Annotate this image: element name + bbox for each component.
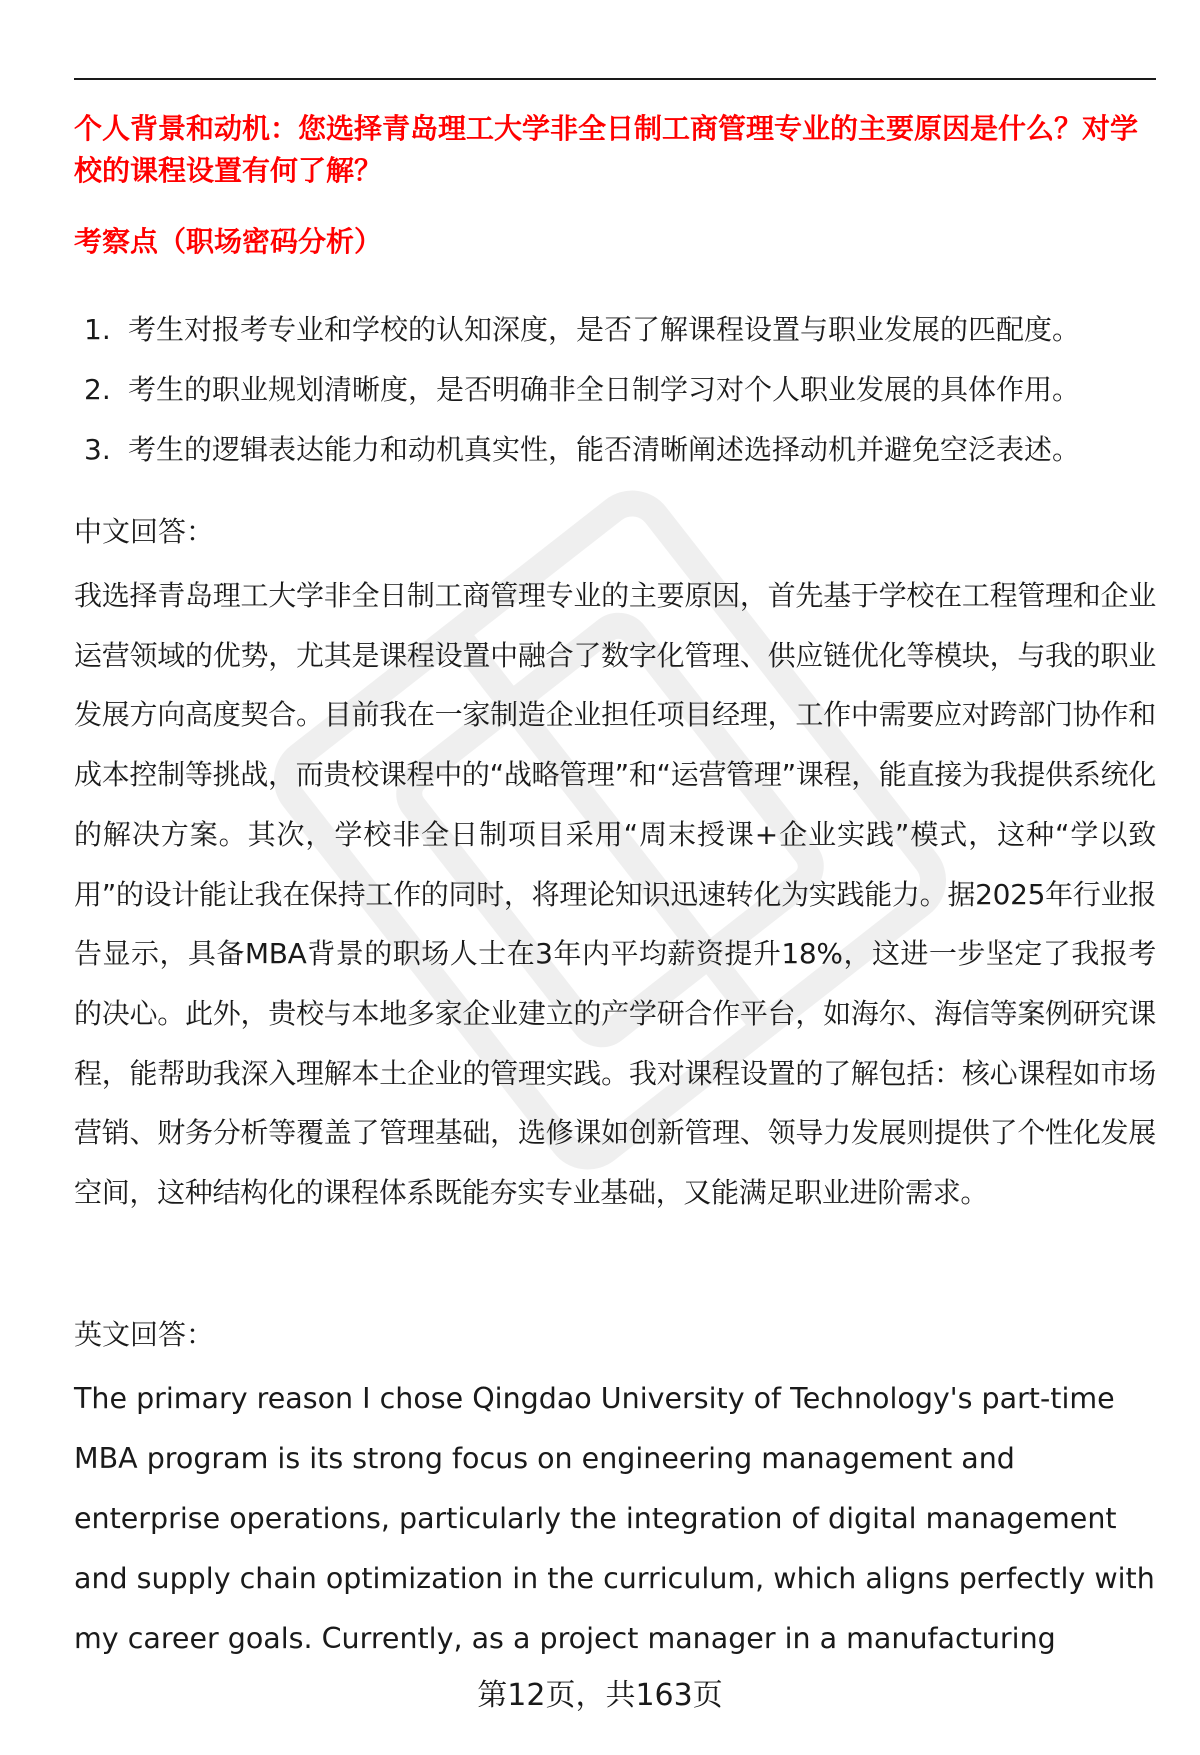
list-item-text: 考生的逻辑表达能力和动机真实性，能否清晰阐述选择动机并避免空泛表述。 [128,433,1081,466]
assessment-points-title: 考察点（职场密码分析） [74,225,383,258]
chinese-answer-text: 我选择青岛理工大学非全日制工商管理专业的主要原因，首先基于学校在工程管理和企业运营领域的优势，尤其是课程设置中融合了数字化管理、供应链优化等模块，与我的职业发展方向高度契合。目前我在一家制造企业担任项目经理，工作中需要应对跨部门协作和成本控制等挑战，而贵校课程中的“战略管理”和“运营管理”课程，能直接为我提供系统化的解决方案。其次，学校非全日制项目采用“周末授课+企业实践”模式，这种“学以致用”的设计能让我在保持工作的同时，将理论知识迅速转化为实践能力。据2025年行业报告显示，具备MBA背景的职场人士在3年内平均薪资提升18%，这进一步坚定了我报考的决心。此外，贵校与本地多家企业建立的产学研合作平台，如海尔、海信等案例研究课程，能帮助我深入理解本土企业的管理实践。我对课程设置的了解包括：核心课程如市场营销、财务分析等覆盖了管理基础，选修课如创新管理、领导力发展则提供了个性化发展空间，这种结构化的课程体系既能夯实专业基础，又能满足职业进阶需求。 [74,579,1156,1210]
list-item-number: 3. [84,433,111,466]
list-item [84,360,1164,420]
list-item-text: 考生的职业规划清晰度，是否明确非全日制学习对个人职业发展的具体作用。 [128,373,1081,406]
list-item-number: 2. [84,373,111,406]
english-answer-label: 英文回答： [74,1318,215,1351]
list-item [84,300,1164,360]
page-number-footer: 第12页，共163页 [477,1678,723,1713]
header-divider [74,78,1156,80]
list-item [84,420,1164,480]
question-heading: 个人背景和动机：您选择青岛理工大学非全日制工商管理专业的主要原因是什么？对学校的课程设置有何了解？ [74,112,1139,187]
list-item-number: 1. [84,313,111,346]
assessment-points-list [84,300,1164,480]
list-item-text: 考生对报考专业和学校的认知深度，是否了解课程设置与职业发展的匹配度。 [128,313,1081,346]
chinese-answer-label: 中文回答： [74,515,215,548]
english-answer-text: The primary reason I chose Qingdao University of Technology's part-time MBA program is its strong focus on engineering management and enterprise operations, particularly the integration of digital management and supply chain optimization in the curriculum, which aligns perfectly with my career goals. Currently, as a project manager in a manufacturing [74,1382,1155,1655]
